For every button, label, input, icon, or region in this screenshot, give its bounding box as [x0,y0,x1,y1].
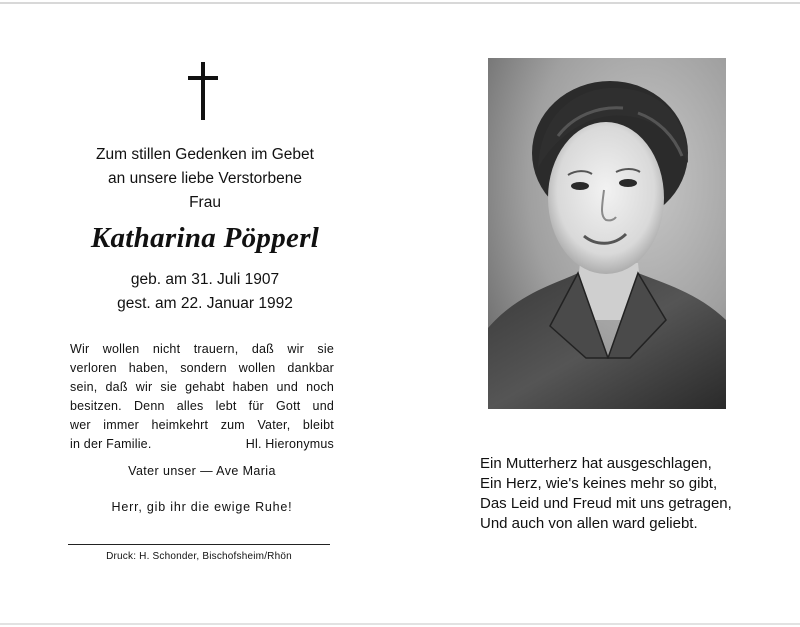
birth-date: geb. am 31. Juli 1907 [130,271,280,288]
quote-line: verloren haben, sondern wollen dankbar [70,361,334,375]
printer-credit: Druck: H. Schonder, Bischofsheim/Rhön [106,551,292,562]
death-date: gest. am 22. Januar 1992 [117,295,293,312]
intro-line-2: an unsere liebe Verstorbene [108,170,302,187]
quote-block [70,340,334,454]
quote-line: Wir wollen nicht trauern, daß wir sie [70,342,334,356]
rest-prayer: Herr, gib ihr die ewige Ruhe! [111,500,293,514]
quote-author: Hl. Hieronymus [245,437,334,451]
verse-line: Ein Mutterherz hat ausgeschlagen, [480,455,712,472]
portrait-photo [488,58,726,409]
verse-line: Und auch von allen ward geliebt. [480,515,698,532]
verse-line: Das Leid und Freud mit uns getragen, [480,495,732,512]
prayer-line: Vater unser — Ave Maria [128,464,276,478]
deceased-name: Katharina Pöpperl [90,222,320,254]
verse-line: Ein Herz, wie's keines mehr so gibt, [480,475,718,492]
intro-line-1: Zum stillen Gedenken im Gebet [96,146,314,163]
quote-line: sein, daß wir sie gehabt haben und noch [70,380,334,394]
verse-block [480,454,780,534]
cross-icon [188,62,218,120]
card-bottom-edge [0,623,800,625]
divider [68,544,330,545]
quote-line: besitzen. Denn alles lebt für Gott und [70,399,334,413]
card-top-edge [0,2,800,4]
intro-line-3: Frau [189,194,221,211]
quote-line: in der Familie. [70,437,152,451]
quote-last-line [70,435,334,454]
quote-line: wer immer heimkehrt zum Vater, bleibt [70,418,334,432]
